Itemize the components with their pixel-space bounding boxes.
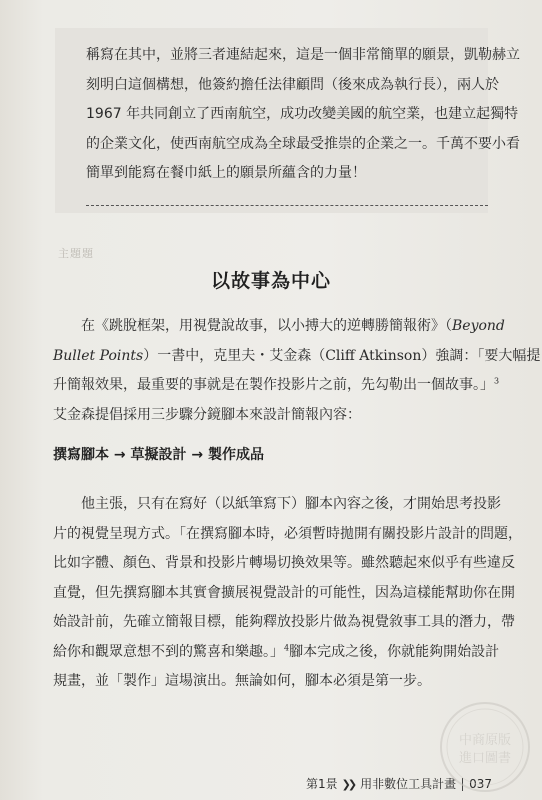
paragraph-line: 始設計前，先確立簡報目標，能夠釋放投影片做為視覺敘事工具的潛力，帶 [53,614,515,630]
chapter-label: 第1景 [306,777,338,791]
box-line: 稱寫在其中，並將三者連結起來，這是一個非常簡單的願景，凱勒赫立 [86,47,520,63]
footnote-marker: 3 [494,376,500,386]
paragraph-line: 他主張，只有在寫好（以紙筆寫下）腳本內容之後，才開始思考投影 [81,496,501,512]
dashed-divider [86,205,488,206]
book-title-italic: Bullet Points [53,347,144,364]
paragraph-line: 在《跳脫框架，用視覺說故事，以小搏大的逆轉勝簡報術》（Beyond [81,318,505,334]
three-steps-line: 撰寫腳本 → 草擬設計 → 製作成品 [53,447,264,463]
watermark-text-1: 中商原版 [458,733,512,748]
box-line: 刻明白這個構想，他簽約擔任法律顧問（後來成為執行長），兩人於 [86,76,499,93]
paragraph-line: 比如字體、顏色、背景和投影片轉場切換效果等。雖然聽起來似乎有些違反 [53,555,515,571]
shaded-box-text [86,41,520,189]
seal-watermark [438,700,532,794]
paragraph-line: 片的視覺呈現方式。「在撰寫腳本時，必須暫時拋開有關投影片設計的問題， [53,525,522,542]
paragraph-line: 直覺，但先撰寫腳本其實會擴展視覺設計的可能性，因為這樣能幫助你在開 [53,584,515,601]
double-chevron-icon: ❯❯ [341,778,355,791]
paragraph-1 [53,312,541,430]
box-line: 1967 年共同創立了西南航空，成功改變美國的航空業，也建立起獨特 [86,106,519,122]
paragraph-line: Bullet Points）一書中，克里夫・艾金森（Cliff Atkinson）強調：「要大幅提 [53,347,541,364]
page-number: 037 [469,777,492,791]
book-title-italic: Beyond [452,318,505,334]
paragraph-line: 艾金森提倡採用三步驟分鏡腳本來設計簡報內容： [53,406,361,423]
footnote-marker: 4 [284,642,290,652]
paragraph-2 [53,490,522,697]
watermark-text-2: 進口圖書 [458,751,512,766]
box-line: 的企業文化，使西南航空成為全球最受推崇的企業之一。千萬不要小看 [86,135,520,152]
chapter-title: 用非數位工具計畫 [360,777,457,791]
bleed-through-text: 主題題 [58,247,94,260]
paragraph-line: 升簡報效果，最重要的事就是在製作投影片之前，先勾勒出一個故事。」$^3$ [53,376,500,393]
section-heading: 以故事為中心 [210,270,331,292]
paragraph-line: 給你和觀眾意想不到的驚喜和樂趣。」$^4$腳本完成之後，你就能夠開始設計 [53,642,500,660]
paragraph-line: 規畫，並「製作」這場演出。無論如何，腳本必須是第一步。 [53,673,431,689]
box-line: 簡單到能寫在餐巾紙上的願景所蘊含的力量！ [86,165,366,181]
